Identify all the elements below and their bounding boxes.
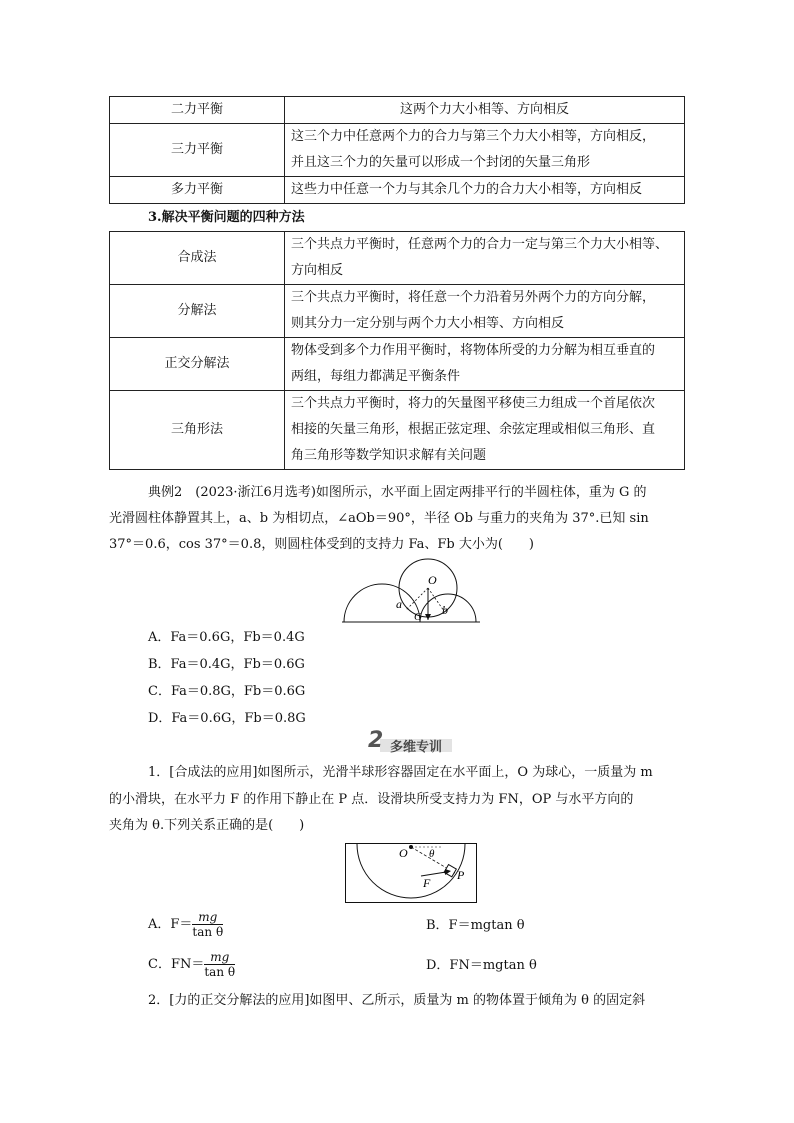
table-key: 三角形法	[110, 391, 285, 470]
label-P: P	[457, 868, 465, 882]
example-text: 37°＝0.6，cos 37°＝0.8，则圆柱体受到的支持力 Fa、Fb 大小为( )	[109, 537, 534, 552]
label-G: G	[414, 611, 422, 623]
table-row	[110, 177, 685, 204]
table-key: 多力平衡	[110, 177, 285, 204]
table-row	[110, 97, 685, 124]
fraction: $\frac{mg}{\text{tan θ}}$	[204, 950, 236, 979]
table-row	[110, 391, 685, 470]
question-text: 2．[力的正交分解法的应用]如图甲、乙所示，质量为 m 的物体置于倾角为 θ 的固定斜	[148, 993, 646, 1008]
half-cylinders-figure	[340, 556, 486, 626]
table-value: 这些力中任意一个力与其余几个力的合力大小相等，方向相反	[285, 177, 685, 204]
label-b: b	[442, 603, 448, 617]
option-C: C．Fa＝0.8G，Fb＝0.6G	[148, 684, 306, 699]
option-C: C．FN＝ $\frac{mg}{\text{tan θ}}$	[148, 950, 236, 979]
table-key: 分解法	[110, 285, 285, 338]
table-key: 三力平衡	[110, 124, 285, 177]
table-value-line: 三个共点力平衡时，将任意一个力沿着另外两个力的方向分解，	[291, 290, 656, 305]
equilibrium-table	[109, 96, 685, 204]
table-key: 正交分解法	[110, 338, 285, 391]
table-value: 这两个力大小相等、方向相反	[285, 97, 685, 124]
table-row	[110, 232, 685, 285]
table-value-line: 这三个力中任意两个力的合力与第三个力大小相等，方向相反，	[291, 129, 656, 144]
option-D: D．Fa＝0.6G，Fb＝0.8G	[148, 711, 306, 726]
table-value-line: 并且这三个力的矢量可以形成一个封闭的矢量三角形	[291, 155, 591, 170]
option-A: A．F＝ $\frac{mg}{\text{tan θ}}$	[148, 910, 224, 939]
table-key: 合成法	[110, 232, 285, 285]
option-B: B．F＝mgtan θ	[426, 918, 525, 933]
question-text: 的小滑块，在水平力 F 的作用下静止在 P 点．设滑块所受支持力为 FN，OP 与水平方向的	[109, 792, 634, 807]
option-D: D．FN＝mgtan θ	[426, 958, 537, 973]
label-O: O	[428, 573, 437, 587]
table-value-line: 方向相反	[291, 263, 344, 278]
table-key: 二力平衡	[110, 97, 285, 124]
table-row	[110, 338, 685, 391]
badge-number: 2	[368, 728, 384, 753]
table-value-line: 三个共点力平衡时，将力的矢量图平移使三力组成一个首尾依次	[291, 396, 656, 411]
methods-table	[109, 231, 685, 470]
option-A: A．Fa＝0.6G，Fb＝0.4G	[148, 630, 305, 645]
table-value	[285, 285, 685, 338]
label-O: O	[399, 846, 408, 860]
table-value-line: 相接的矢量三角形，根据正弦定理、余弦定理或相似三角形、直	[291, 422, 656, 437]
table-value	[285, 124, 685, 177]
hemisphere-container-figure	[345, 843, 477, 903]
question-text: 1．[合成法的应用]如图所示，光滑半球形容器固定在水平面上，O 为球心，一质量为 m	[148, 765, 653, 780]
section-title: 3.解决平衡问题的四种方法	[148, 210, 305, 225]
example-text: 光滑圆柱体静置其上，a、b 为相切点，∠aOb＝90°，半径 Ob 与重力的夹角为 37°.已知 sin	[109, 511, 649, 526]
question-text: 夹角为 θ.下列关系正确的是( )	[109, 818, 305, 833]
label-theta: θ	[429, 848, 435, 860]
table-value	[285, 232, 685, 285]
table-value-line: 则其分力一定分别与两个力大小相等、方向相反	[291, 316, 565, 331]
table-value-line: 角三角形等数学知识求解有关问题	[291, 448, 487, 463]
example-text: 典例2 (2023·浙江6月选考)如图所示，水平面上固定两排平行的半圆柱体，重为 G 的	[148, 485, 647, 500]
table-value	[285, 338, 685, 391]
table-value-line: 三个共点力平衡时，任意两个力的合力一定与第三个力大小相等、	[291, 237, 669, 252]
table-row	[110, 285, 685, 338]
table-value-line: 两组，每组力都满足平衡条件	[291, 369, 461, 384]
label-a: a	[396, 597, 402, 611]
table-value	[285, 391, 685, 470]
option-B: B．Fa＝0.4G，Fb＝0.6G	[148, 657, 305, 672]
table-row	[110, 124, 685, 177]
section-badge	[368, 728, 454, 755]
fraction: $\frac{mg}{\text{tan θ}}$	[192, 910, 224, 939]
label-F: F	[423, 876, 431, 890]
badge-text: 多维专训	[390, 740, 443, 755]
table-value-line: 物体受到多个力作用平衡时，将物体所受的力分解为相互垂直的	[291, 343, 656, 358]
